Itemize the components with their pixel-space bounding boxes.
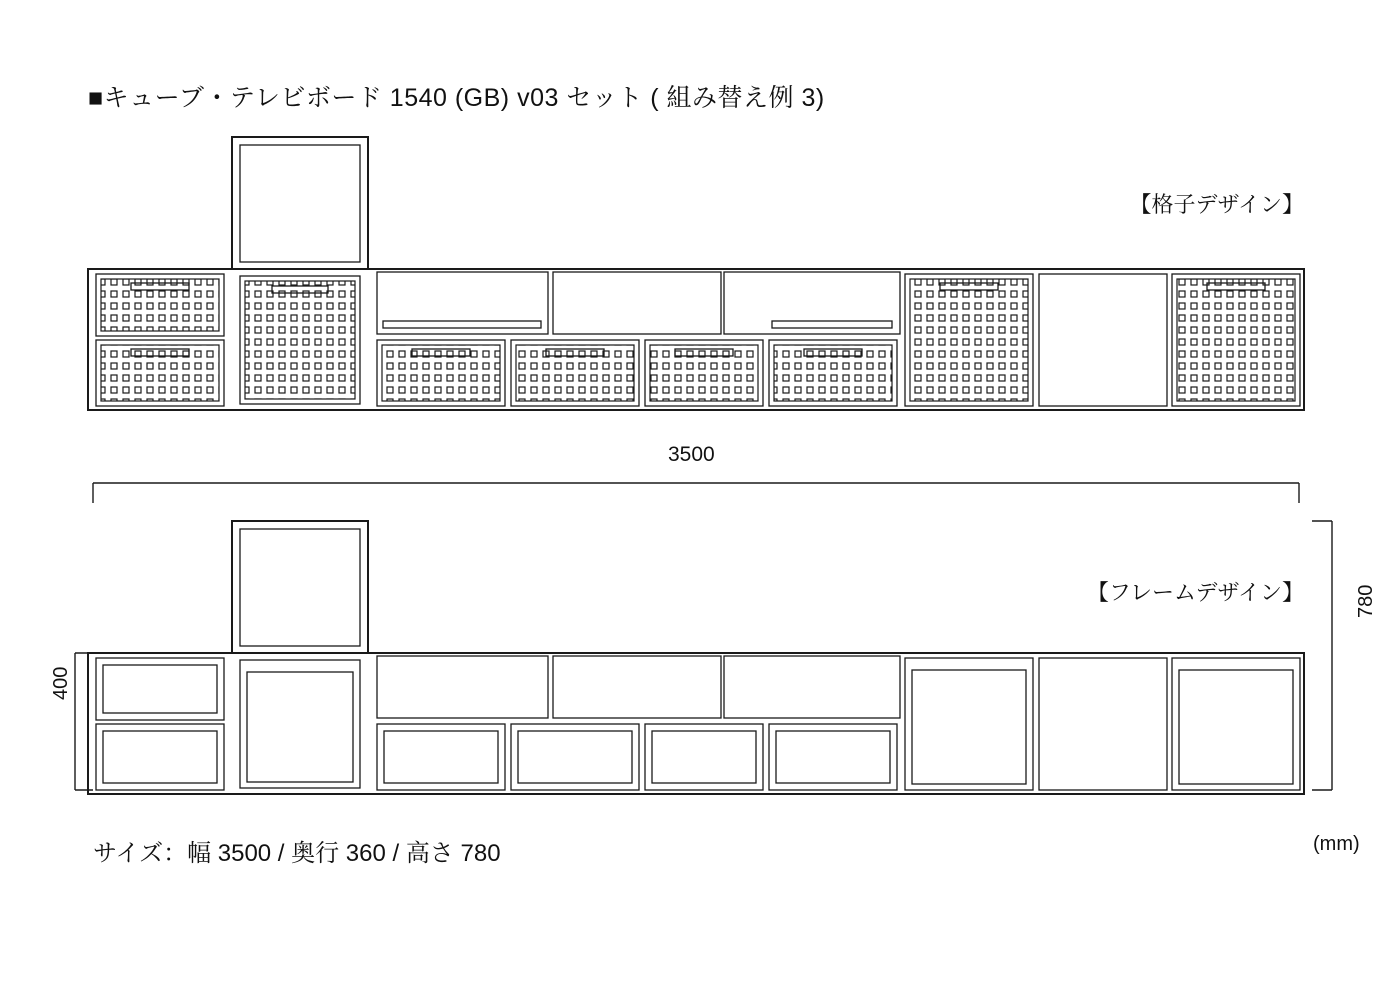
lattice-module-5 [905,274,1033,406]
lattice-panel-3a [382,345,500,401]
lattice-module-1 [96,274,224,406]
dimension-height-780 [1312,521,1332,790]
lattice-upper-cube-outer [232,137,368,270]
lattice-panel-4a [650,345,758,401]
frame-view [88,521,1304,794]
lattice-panel-2 [245,281,355,399]
dimension-width [93,483,1299,503]
frame-upper-cube-outer [232,521,368,654]
size-text: サイズ：幅 3500 / 奥行 360 / 高さ 780 [93,840,501,867]
dimension-height-label: 780 [1355,584,1377,618]
lattice-panel-1b [101,345,219,401]
lattice-module-7 [1172,274,1300,406]
lattice-panel-7 [1177,279,1295,401]
label-lattice-design: 【格子デザイン】 [1129,192,1304,217]
lattice-panel-1a [101,279,219,331]
lattice-panel-4b [774,345,892,401]
label-frame-design: 【フレームデザイン】 [1086,580,1304,605]
dimension-width-label: 3500 [668,443,715,466]
page-title: ■キューブ・テレビボード 1540 (GB) v03 セット ( 組み替え例 3) [88,84,825,112]
unit-label: (mm) [1313,833,1360,855]
lattice-module-2 [240,276,360,404]
dimension-partial-height-label: 400 [50,666,72,700]
lattice-view [88,137,1304,410]
lattice-panel-5 [910,279,1028,401]
lattice-panel-3b [516,345,634,401]
